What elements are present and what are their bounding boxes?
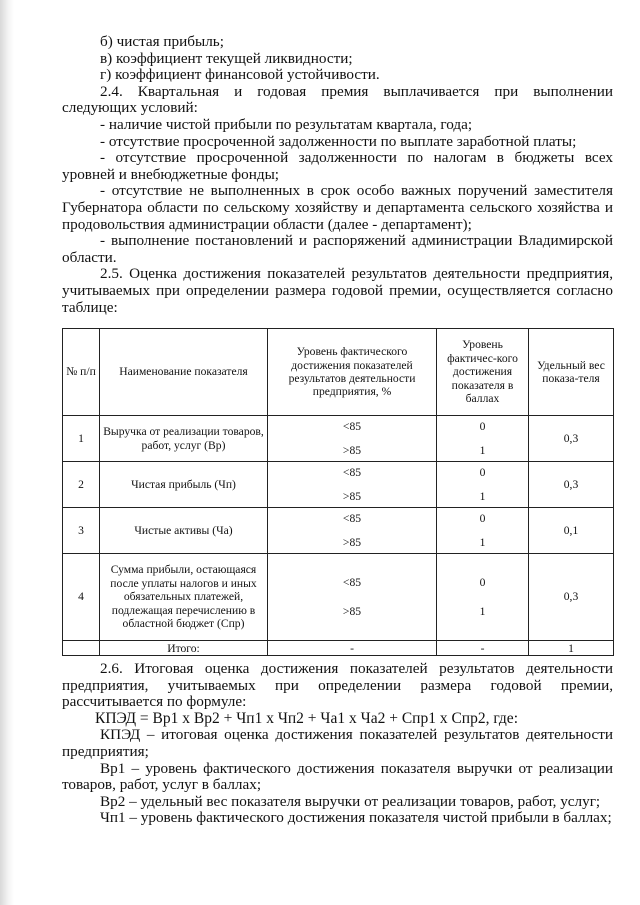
intro-item: г) коэффициент финансовой устойчивости. (100, 66, 380, 84)
pts-lo: 0 (479, 576, 486, 589)
table-row (63, 554, 614, 641)
row-level-pct (268, 508, 437, 554)
total-num (63, 641, 100, 656)
paragraph-2-5: 2.5. Оценка достижения показателей результатов деятельности предприятия, учитываемых при определении размера годовой премии, осуществляется согласно таблице: (62, 265, 613, 316)
pts-lo: 0 (479, 511, 486, 525)
scan-edge-shadow (0, 0, 14, 905)
definition-item: Чп1 – уровень фактического достижения показателя чистой прибыли в баллах; (100, 809, 612, 827)
paragraph-2-4: 2.4. Квартальная и годовая премия выплачивается при выполнении следующих условий: (62, 82, 613, 117)
header-name: Наименование показателя (100, 329, 268, 416)
row-weight: 0,3 (529, 462, 614, 508)
total-label: Итого: (100, 641, 268, 656)
row-num: 3 (63, 508, 100, 554)
total-weight: 1 (529, 641, 614, 656)
condition-item: - наличие чистой прибыли по результатам квартала, года; (100, 115, 473, 133)
definition-item: КПЭД – итоговая оценка достижения показателей результатов деятельности предприятия; (62, 726, 613, 760)
pts-lo: 0 (479, 419, 486, 433)
condition-item: - выполнение постановлений и распоряжений администрации Владимирской области. (62, 232, 613, 266)
row-level-pts (437, 462, 529, 508)
level-lo: <85 (342, 419, 362, 433)
indicators-table (62, 328, 614, 656)
header-level-pct: Уровень фактического достижения показателей результатов деятельности предприятия, % (268, 329, 437, 416)
pts-hi: 1 (479, 490, 486, 504)
condition-item: - отсутствие просроченной задолженности по налогам в бюджеты всех уровней и внебюджетные фонды; (62, 149, 613, 183)
definition-item: Вр2 – удельный вес показателя выручки от реализации товаров, работ, услуг; (100, 792, 601, 810)
header-weight: Удельный вес показа-теля (529, 329, 614, 416)
row-weight: 0,3 (529, 554, 614, 641)
row-name: Выручка от реализации товаров, работ, услуг (Вр) (100, 416, 268, 462)
intro-item: в) коэффициент текущей ликвидности; (100, 49, 353, 67)
row-level-pts (437, 416, 529, 462)
row-name: Сумма прибыли, остающаяся после уплаты налогов и иных обязательных платежей, подлежащая перечислению в областной бюджет (Спр) (100, 554, 268, 641)
level-hi: >85 (342, 444, 362, 458)
bottom-text-block (62, 661, 613, 827)
row-num: 1 (63, 416, 100, 462)
row-level-pct (268, 416, 437, 462)
pts-hi: 1 (479, 536, 486, 550)
table-total-row (63, 641, 614, 656)
pts-lo: 0 (479, 465, 486, 479)
row-weight: 0,3 (529, 416, 614, 462)
paragraph-2-6: 2.6. Итоговая оценка достижения показателей результатов деятельности предприятия, учитываемых при определении размера годовой премии, рассчитывается по формуле: (62, 660, 613, 711)
level-lo: <85 (342, 576, 362, 589)
table-header-row (63, 329, 614, 416)
row-weight: 0,1 (529, 508, 614, 554)
formula: КПЭД = Вр1 х Вр2 + Чп1 х Чп2 + Ча1 х Ча2 + Спр1 х Спр2, где: (95, 709, 518, 727)
row-name: Чистые активы (Ча) (100, 508, 268, 554)
condition-item: - отсутствие не выполненных в срок особо важных поручений заместителя Губернатора области по сельскому хозяйству и департамента сельского хозяйства и продовольствия администрации области (далее - департамент); (62, 182, 613, 233)
table-row (63, 508, 614, 554)
pts-hi: 1 (479, 604, 486, 618)
row-level-pts (437, 508, 529, 554)
condition-item: - отсутствие просроченной задолженности по выплате заработной платы; (100, 132, 577, 150)
level-lo: <85 (342, 511, 362, 525)
total-pct: - (268, 641, 437, 656)
top-text-block (62, 34, 613, 316)
level-hi: >85 (342, 536, 362, 550)
pts-hi: 1 (479, 444, 486, 458)
table-row (63, 416, 614, 462)
intro-item: б) чистая прибыль; (100, 33, 224, 50)
level-hi: >85 (342, 490, 362, 504)
table-row (63, 462, 614, 508)
level-lo: <85 (342, 465, 362, 479)
row-level-pct (268, 554, 437, 641)
row-name: Чистая прибыль (Чп) (100, 462, 268, 508)
row-num: 2 (63, 462, 100, 508)
level-hi: >85 (342, 604, 362, 618)
row-level-pct (268, 462, 437, 508)
total-pts: - (437, 641, 529, 656)
definition-item: Вр1 – уровень фактического достижения показателя выручки от реализации товаров, работ, услуг в баллах; (62, 759, 613, 794)
row-num: 4 (63, 554, 100, 641)
row-level-pts (437, 554, 529, 641)
header-level-pts: Уровень фактичес-кого достижения показателя в баллах (437, 329, 529, 416)
header-num: № п/п (63, 329, 100, 416)
